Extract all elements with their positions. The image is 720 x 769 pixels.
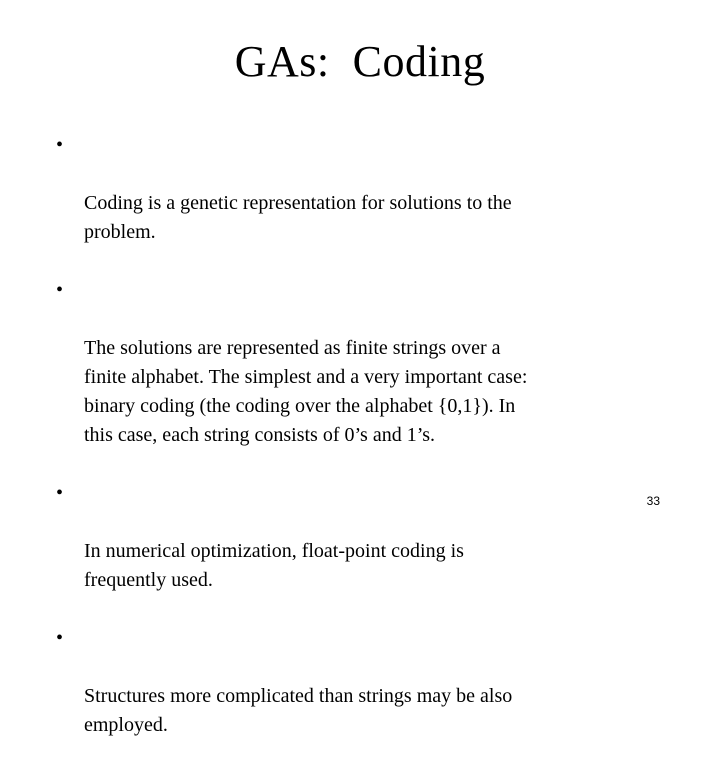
bullet-text: In numerical optimization, float-point coding is frequently used. xyxy=(84,540,464,591)
slide-title: GAs: Coding xyxy=(234,37,486,86)
bullet-dot-icon: • xyxy=(56,482,64,504)
bullet-text: Coding is a genetic representation for solutions to the problem. xyxy=(84,192,512,243)
bullet-item xyxy=(56,479,666,624)
bullet-item xyxy=(56,276,666,479)
bullet-list xyxy=(56,131,666,769)
bullet-text: The solutions are represented as finite strings over a finite alphabet. The simplest and a very important case: binary coding (the coding over the alphabet {0,1}). In this case, each string consists of 0’s and 1’s. xyxy=(84,337,528,446)
page-number: 33 xyxy=(646,494,660,508)
bullet-dot-icon: • xyxy=(56,279,64,301)
bullet-text: Structures more complicated than strings may be also employed. xyxy=(84,685,513,736)
bullet-item xyxy=(56,624,666,769)
bullet-item xyxy=(56,131,666,276)
bullet-dot-icon: • xyxy=(56,134,64,156)
bullet-dot-icon: • xyxy=(56,627,64,649)
